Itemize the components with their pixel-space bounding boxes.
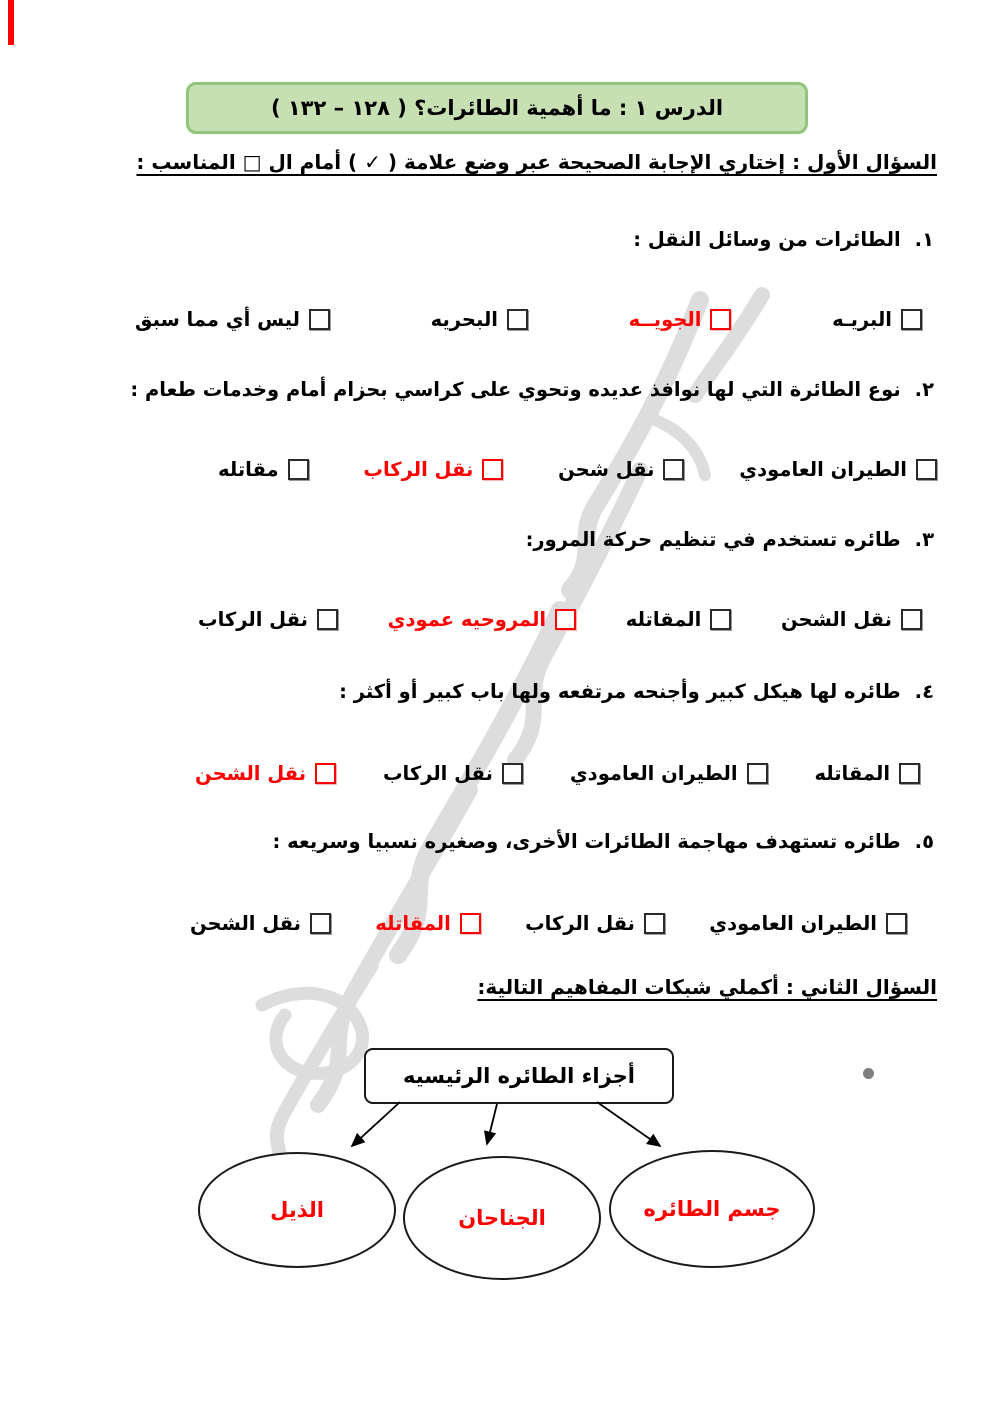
checkbox-icon[interactable] [710, 609, 731, 630]
option-label: الطيران العامودي [709, 911, 877, 935]
question-5-options [190, 906, 907, 940]
option-label: نقل شحن [558, 457, 655, 481]
answer-option [558, 458, 684, 481]
question-2-text: نوع الطائرة التي لها نوافذ عديده وتحوي على كراسي بحزام أمام وخدمات طعام : [130, 378, 901, 401]
checkbox-icon[interactable] [747, 763, 768, 784]
question-3-number: ٣. [914, 528, 934, 551]
question-2-number: ٢. [914, 378, 934, 401]
answer-option [388, 608, 576, 631]
option-label: نقل الركاب [198, 607, 308, 631]
checkbox-icon[interactable] [310, 913, 331, 934]
question-1-number: ١. [914, 228, 934, 251]
checkbox-icon[interactable] [644, 913, 665, 934]
question-1 [40, 228, 934, 251]
section1-header: السؤال الأول : إختاري الإجابة الصحيحة عبر وضع علامة ( ✓ ) أمام ال □ المناسب : [136, 150, 937, 174]
answer-option [709, 912, 907, 935]
answer-option [739, 458, 937, 481]
checkbox-icon[interactable] [916, 459, 937, 480]
option-label: نقل الشحن [195, 761, 307, 785]
checkbox-icon[interactable] [899, 763, 920, 784]
answer-option [525, 912, 665, 935]
option-label: ليس أي مما سبق [135, 307, 300, 331]
question-5 [40, 830, 934, 853]
answer-option [135, 308, 330, 331]
question-4 [40, 680, 934, 703]
checkbox-icon[interactable] [507, 309, 528, 330]
option-label: نقل الشحن [190, 911, 302, 935]
answer-option [626, 608, 732, 631]
option-label: نقل الركاب [363, 457, 474, 481]
option-label: الطيران العامودي [569, 761, 738, 785]
concept-root-label: أجزاء الطائره الرئيسيه [403, 1064, 636, 1088]
arrow-to-tail [352, 1102, 400, 1146]
question-5-number: ٥. [914, 830, 934, 853]
option-label: المروحيه عمودي [387, 607, 547, 631]
checkbox-icon[interactable] [482, 459, 503, 480]
option-label: نقل الشحن [780, 607, 892, 631]
answer-option [195, 762, 336, 785]
list-bullet-icon [863, 1068, 874, 1079]
question-4-options [195, 756, 920, 790]
checkbox-icon[interactable] [288, 459, 309, 480]
option-label: البريـه [832, 307, 892, 331]
question-5-text: طائره تستهدف مهاجمة الطائرات الأخرى، وصغيره نسبيا وسريعه : [272, 830, 901, 853]
concept-node-label: الذيل [270, 1198, 324, 1222]
checkbox-icon[interactable] [886, 913, 907, 934]
option-label: مقاتله [218, 457, 279, 481]
question-4-text: طائره لها هيكل كبير وأجنحه مرتفعه ولها باب كبير أو أكثر : [339, 680, 901, 703]
question-4-number: ٤. [914, 680, 934, 703]
question-2-options [218, 452, 937, 486]
concept-node-tail [198, 1152, 396, 1268]
checkbox-icon[interactable] [502, 763, 523, 784]
question-3 [40, 528, 934, 551]
checkbox-icon[interactable] [710, 309, 731, 330]
question-1-options [135, 302, 922, 336]
section2-header: السؤال الثاني : أكملي شبكات المفاهيم التالية: [477, 975, 937, 999]
checkbox-icon[interactable] [460, 913, 481, 934]
answer-option [375, 912, 481, 935]
option-label: نقل الركاب [382, 761, 493, 785]
question-3-text: طائره تستخدم في تنظيم حركة المرور: [525, 528, 901, 551]
answer-option [781, 608, 922, 631]
option-label: البحريه [430, 307, 498, 331]
answer-option [814, 762, 920, 785]
answer-option [198, 608, 338, 631]
option-label: نقل الركاب [525, 911, 636, 935]
red-corner-mark [8, 0, 14, 45]
checkbox-icon[interactable] [555, 609, 576, 630]
answer-option [431, 308, 528, 331]
concept-node-label: الجناحان [458, 1206, 546, 1230]
concept-node-body [609, 1150, 815, 1268]
concept-node-label: جسم الطائره [643, 1197, 781, 1221]
checkbox-icon[interactable] [663, 459, 684, 480]
checkbox-icon[interactable] [901, 609, 922, 630]
answer-option [629, 308, 732, 331]
option-label: المقاتله [814, 761, 890, 785]
arrow-to-body [597, 1102, 660, 1146]
lesson-title-box [186, 82, 808, 134]
checkbox-icon[interactable] [901, 309, 922, 330]
answer-option [363, 458, 503, 481]
option-label: الطيران العامودي [739, 457, 907, 481]
option-label: المقاتله [625, 607, 702, 631]
option-label: الجويــه [628, 307, 702, 331]
question-2 [40, 378, 934, 401]
concept-map-root [364, 1048, 674, 1104]
arrow-to-wings [487, 1104, 497, 1144]
option-label: المقاتله [375, 911, 451, 935]
answer-option [190, 912, 331, 935]
checkbox-icon[interactable] [315, 763, 336, 784]
answer-option [218, 458, 309, 481]
answer-option [832, 308, 922, 331]
answer-option [383, 762, 523, 785]
lesson-title: الدرس ١ : ما أهمية الطائرات؟ ( ١٢٨ – ١٣٢ ) [270, 96, 724, 120]
question-1-text: الطائرات من وسائل النقل : [633, 228, 901, 251]
checkbox-icon[interactable] [317, 609, 338, 630]
checkbox-icon[interactable] [309, 309, 330, 330]
answer-option [570, 762, 768, 785]
concept-node-wings [403, 1156, 601, 1280]
question-3-options [198, 602, 922, 636]
